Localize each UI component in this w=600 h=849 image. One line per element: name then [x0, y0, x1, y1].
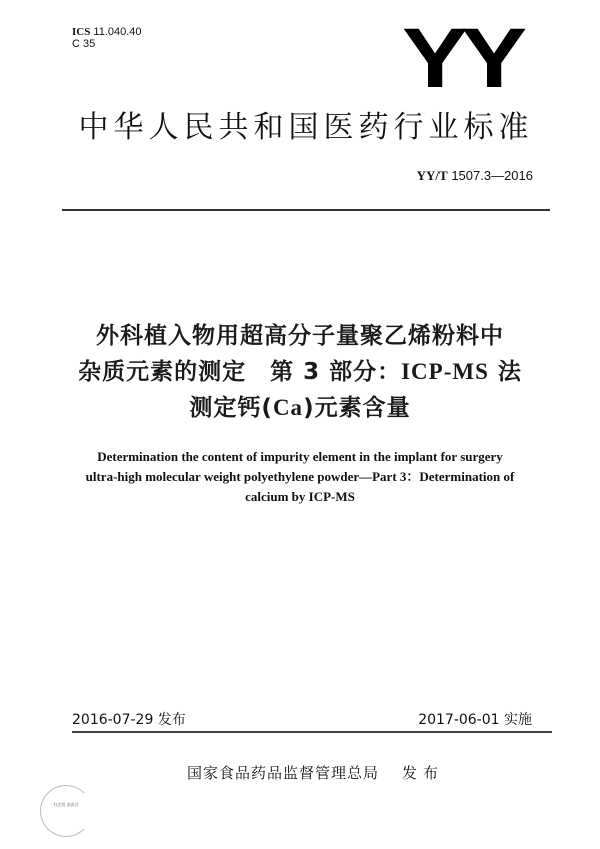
cn-title-line3: 测定钙(Ca)元素含量: [189, 395, 411, 421]
english-title: [0, 447, 600, 507]
classification-codes: [72, 26, 142, 50]
ccs-code: C 35: [72, 38, 96, 50]
publish-label: 发布: [402, 764, 445, 782]
watermark-stamp-icon: 扫企贸 表真合: [40, 785, 92, 837]
standard-prefix: YY/T: [416, 168, 448, 183]
footer-divider: [72, 731, 552, 733]
chinese-title: [0, 318, 600, 426]
cn-title-line1: 外科植入物用超高分子量聚乙烯粉料中: [96, 323, 504, 349]
en-title-line2: ultra-high molecular weight polyethylene powder—Part 3：Determination of: [85, 469, 515, 484]
yy-logo: YY: [402, 11, 521, 105]
header-divider: [62, 209, 550, 211]
ics-label: ICS: [72, 26, 91, 38]
en-title-line3: calcium by ICP-MS: [245, 489, 355, 504]
issue-date: 2016-07-29 发布: [72, 712, 186, 728]
standard-code: 1507.3—2016: [451, 168, 533, 183]
cn-title-line2: 杂质元素的测定 第 3 部分：ICP-MS 法: [78, 359, 522, 385]
publisher-name: 国家食品药品监督管理总局: [187, 764, 380, 782]
en-title-line1: Determination the content of impurity element in the implant for surgery: [97, 449, 503, 464]
ics-code: 11.040.40: [93, 26, 142, 38]
standard-number: [417, 168, 533, 184]
implementation-date: 2017-06-01 实施: [418, 712, 532, 728]
industry-standard-title: 中华人民共和国医药行业标准: [78, 110, 534, 145]
